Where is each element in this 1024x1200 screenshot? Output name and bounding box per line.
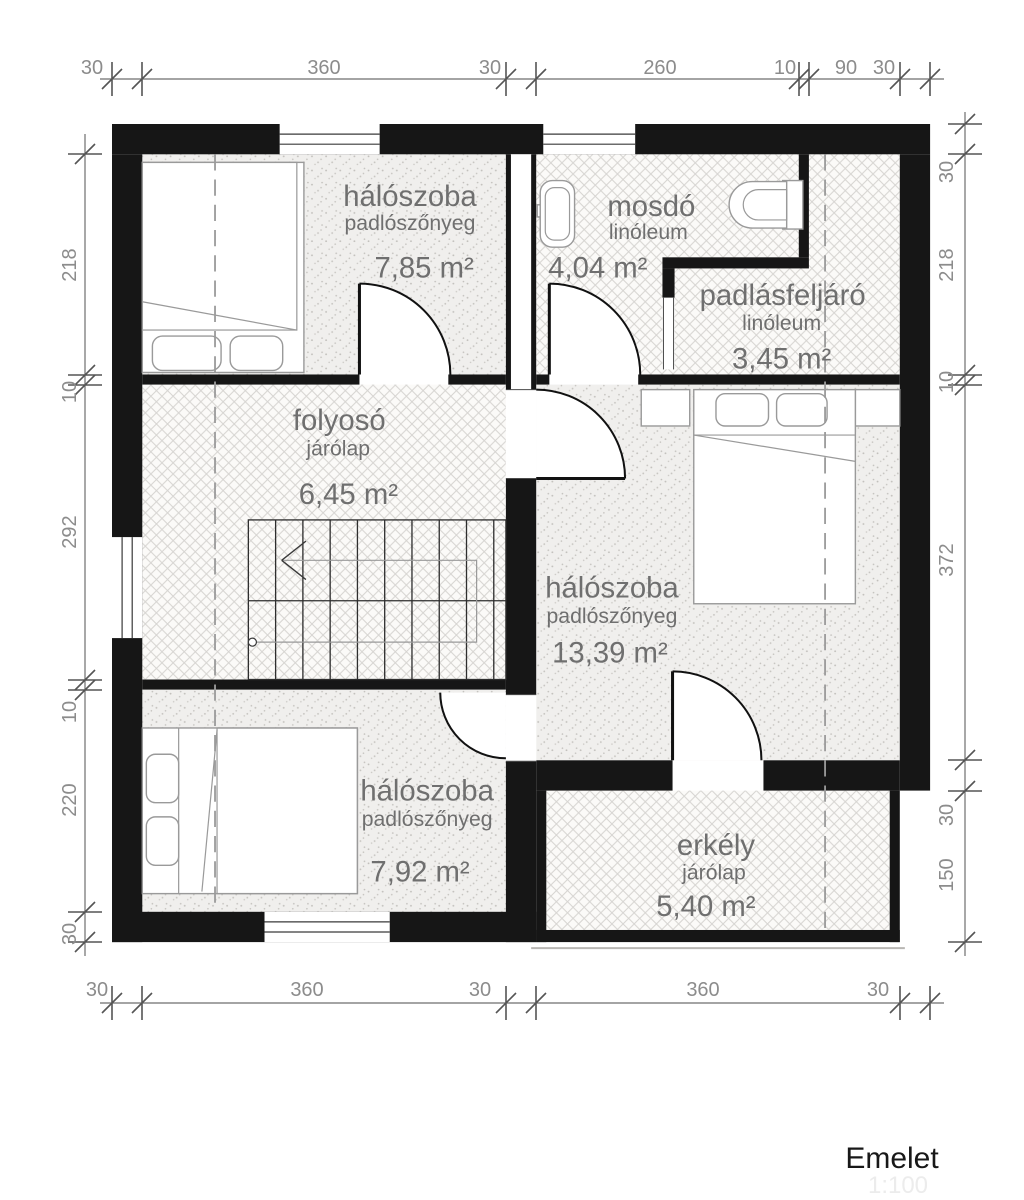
room-floor: padlószőnyeg <box>344 212 476 236</box>
dim-right: 150 <box>936 858 958 892</box>
room-area: 7,92 m² <box>370 855 470 889</box>
window-washroom <box>543 124 635 154</box>
dim-bottom: 30 <box>468 979 492 1001</box>
room-floor: járólap <box>306 437 371 461</box>
dim-top: 260 <box>643 57 677 79</box>
room-name: erkély <box>676 829 756 863</box>
passage-washroom-attic <box>662 298 674 370</box>
room-name: hálószoba <box>360 774 494 808</box>
dim-right: 372 <box>936 543 958 577</box>
window-bedroom-top-left <box>280 124 380 154</box>
dim-top: 30 <box>478 57 502 79</box>
dim-bottom: 360 <box>686 979 720 1001</box>
bed-bottom-left <box>142 728 357 894</box>
room-name: mosdó <box>607 189 696 223</box>
room-area: 6,45 m² <box>298 477 398 511</box>
dim-right: 10 <box>936 370 958 394</box>
dim-left: 220 <box>59 783 81 817</box>
room-floor: linóleum <box>742 312 822 336</box>
dim-top: 30 <box>80 57 104 79</box>
dim-left: 10 <box>59 700 81 724</box>
room-area: 7,85 m² <box>374 251 474 285</box>
dim-right: 218 <box>936 248 958 282</box>
room-floor: padlószőnyeg <box>361 807 493 831</box>
dim-top: 10 <box>773 57 797 79</box>
dim-right: 30 <box>936 160 958 184</box>
plan <box>112 124 930 948</box>
floor-title: Emelet <box>845 1142 939 1175</box>
room-name: padlásfeljáró <box>699 278 866 312</box>
dim-top: 90 <box>834 57 858 79</box>
room-name: hálószoba <box>545 571 679 605</box>
window-bedroom-bottom-left <box>265 912 390 942</box>
room-name: hálószoba <box>343 179 477 213</box>
dim-left: 30 <box>59 922 81 946</box>
room-floor: padlószőnyeg <box>546 604 678 628</box>
room-area: 13,39 m² <box>552 636 668 670</box>
dim-bottom: 30 <box>866 979 890 1001</box>
dim-top: 360 <box>307 57 341 79</box>
room-area: 3,45 m² <box>731 342 832 376</box>
sink <box>537 181 574 248</box>
bed-top-left <box>142 162 304 372</box>
dim-right: 30 <box>936 803 958 827</box>
scale-label: 1:100 <box>867 1172 929 1199</box>
room-floor: linóleum <box>608 221 688 245</box>
room-floor: járólap <box>682 861 746 885</box>
window-corridor <box>112 537 142 638</box>
room-area: 4,04 m² <box>548 251 648 285</box>
toilet <box>729 181 803 229</box>
dim-left: 218 <box>59 248 81 282</box>
room-name: folyosó <box>292 404 386 438</box>
dim-left: 292 <box>59 515 81 549</box>
dim-bottom: 360 <box>290 979 324 1001</box>
dim-left: 10 <box>59 380 81 404</box>
room-area: 5,40 m² <box>656 889 756 923</box>
dim-bottom: 30 <box>85 979 109 1001</box>
dim-top: 30 <box>872 57 896 79</box>
stair-walkline-start <box>248 638 256 646</box>
